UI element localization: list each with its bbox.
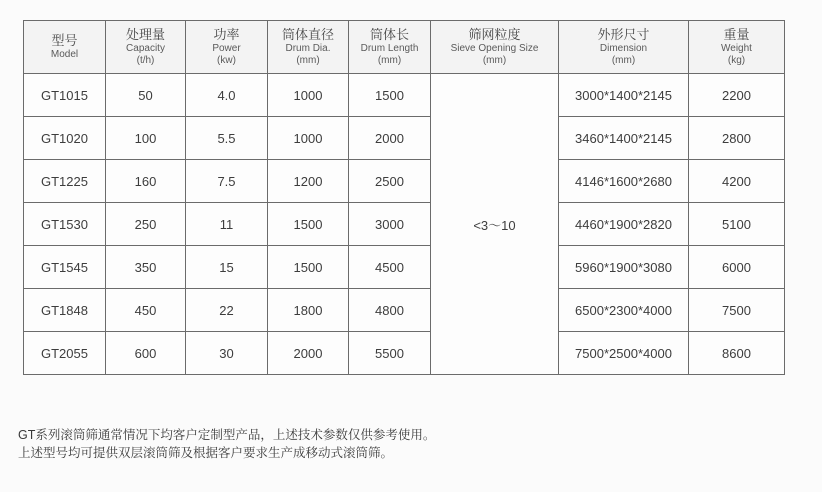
cell-power: 4.0 [186, 74, 268, 117]
col-header-model-en: Model [50, 49, 79, 60]
cell-drum-length: 2500 [349, 160, 431, 203]
cell-sieve-opening-merged: <3～10 [431, 74, 559, 375]
cell-weight: 6000 [689, 246, 785, 289]
col-header-drum-length [349, 21, 431, 74]
col-header-capacity-zh: 处理量 [125, 27, 165, 42]
cell-capacity: 350 [106, 246, 186, 289]
cell-capacity: 100 [106, 117, 186, 160]
cell-capacity: 160 [106, 160, 186, 203]
cell-capacity: 50 [106, 74, 186, 117]
cell-model: GT1225 [24, 160, 106, 203]
cell-weight: 7500 [689, 289, 785, 332]
footnotes [18, 426, 435, 462]
col-header-dimension [559, 21, 689, 74]
cell-drum-dia: 1800 [268, 289, 349, 332]
cell-drum-dia: 1500 [268, 246, 349, 289]
table-row [24, 332, 785, 375]
table-row [24, 160, 785, 203]
col-header-weight-unit: (kg) [727, 55, 746, 66]
col-header-model-zh: 型号 [51, 33, 78, 48]
cell-model: GT1848 [24, 289, 106, 332]
col-header-dimension-unit: (mm) [611, 55, 636, 66]
cell-drum-dia: 1000 [268, 117, 349, 160]
table-row [24, 289, 785, 332]
cell-drum-dia: 1500 [268, 203, 349, 246]
cell-weight: 5100 [689, 203, 785, 246]
cell-model: GT1530 [24, 203, 106, 246]
spec-table [23, 20, 785, 375]
col-header-drum-dia-unit: (mm) [296, 55, 320, 66]
cell-drum-length: 5500 [349, 332, 431, 375]
cell-model: GT1015 [24, 74, 106, 117]
footnote-line-1: GT系列滚筒筛通常情况下均客户定制型产品，上述技术参数仅供参考使用。 [18, 428, 436, 442]
col-header-dimension-zh: 外形尺寸 [597, 27, 650, 42]
cell-dimension: 3460*1400*2145 [559, 117, 689, 160]
col-header-drum-dia-zh: 筒体直径 [281, 27, 334, 42]
col-header-power-unit: (kw) [217, 55, 236, 66]
cell-dimension: 6500*2300*4000 [559, 289, 689, 332]
col-header-weight-zh: 重量 [723, 27, 750, 42]
col-header-sieve-opening-en: Sieve Opening Size [450, 43, 539, 54]
cell-power: 22 [186, 289, 268, 332]
cell-model: GT1020 [24, 117, 106, 160]
cell-power: 30 [186, 332, 268, 375]
cell-model: GT2055 [24, 332, 106, 375]
cell-weight: 2200 [689, 74, 785, 117]
col-header-capacity-en: Capacity [126, 43, 165, 54]
cell-drum-dia: 1000 [268, 74, 349, 117]
cell-drum-length: 4800 [349, 289, 431, 332]
cell-dimension: 4460*1900*2820 [559, 203, 689, 246]
col-header-drum-dia [268, 21, 349, 74]
header-row [24, 21, 785, 74]
cell-drum-length: 3000 [349, 203, 431, 246]
cell-dimension: 7500*2500*4000 [559, 332, 689, 375]
cell-power: 5.5 [186, 117, 268, 160]
cell-capacity: 250 [106, 203, 186, 246]
footnote-line-2: 上述型号均可提供双层滚筒筛及根据客户要求生产成移动式滚筒筛。 [18, 446, 394, 460]
cell-power: 11 [186, 203, 268, 246]
col-header-model [24, 21, 106, 74]
col-header-drum-length-unit: (mm) [377, 55, 402, 66]
cell-dimension: 5960*1900*3080 [559, 246, 689, 289]
col-header-dimension-en: Dimension [599, 43, 648, 54]
col-header-drum-dia-en: Drum Dia. [285, 43, 331, 54]
table-row [24, 74, 785, 117]
col-header-weight-en: Weight [721, 43, 752, 54]
table-row [24, 117, 785, 160]
cell-weight: 2800 [689, 117, 785, 160]
cell-dimension: 4146*1600*2680 [559, 160, 689, 203]
cell-drum-length: 4500 [349, 246, 431, 289]
col-header-power-zh: 功率 [213, 27, 240, 42]
col-header-sieve-opening [431, 21, 559, 74]
cell-drum-dia: 1200 [268, 160, 349, 203]
col-header-power [186, 21, 268, 74]
cell-model: GT1545 [24, 246, 106, 289]
table-row [24, 246, 785, 289]
col-header-capacity-unit: (t/h) [136, 55, 155, 66]
cell-drum-dia: 2000 [268, 332, 349, 375]
cell-power: 15 [186, 246, 268, 289]
cell-capacity: 450 [106, 289, 186, 332]
col-header-capacity [106, 21, 186, 74]
cell-power: 7.5 [186, 160, 268, 203]
cell-drum-length: 2000 [349, 117, 431, 160]
col-header-drum-length-en: Drum Length [360, 43, 419, 54]
col-header-drum-length-zh: 筒体长 [369, 27, 409, 42]
table-row [24, 203, 785, 246]
col-header-power-en: Power [212, 43, 241, 54]
cell-weight: 8600 [689, 332, 785, 375]
cell-weight: 4200 [689, 160, 785, 203]
col-header-weight [689, 21, 785, 74]
cell-dimension: 3000*1400*2145 [559, 74, 689, 117]
cell-drum-length: 1500 [349, 74, 431, 117]
col-header-sieve-opening-zh: 筛网粒度 [468, 27, 521, 42]
cell-capacity: 600 [106, 332, 186, 375]
col-header-sieve-opening-unit: (mm) [482, 55, 507, 66]
